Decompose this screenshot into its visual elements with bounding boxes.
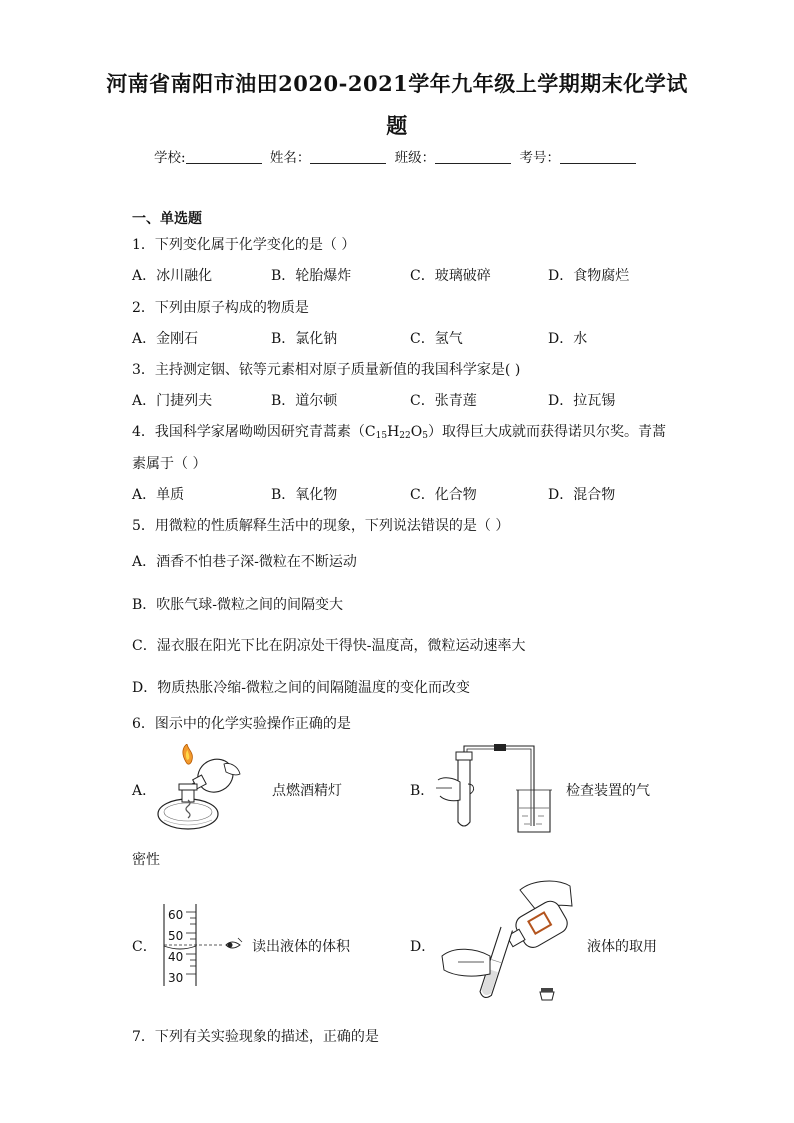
option-c-caption: 读出液体的体积 bbox=[252, 939, 350, 955]
option-b-caption-cont: 密性 bbox=[132, 852, 160, 868]
question-4-stem bbox=[132, 421, 666, 441]
question-6-stem: 6．图示中的化学实验操作正确的是 bbox=[132, 716, 351, 732]
exam-no-label: 考号： bbox=[519, 150, 560, 166]
option-d-caption: 液体的取用 bbox=[587, 939, 657, 955]
name-label: 姓名： bbox=[269, 150, 311, 166]
school-blank[interactable] bbox=[186, 149, 262, 164]
question-2-option-c[interactable]: C．氢气 bbox=[410, 331, 463, 347]
question-5-option-d[interactable]: D．物质热胀冷缩-微粒之间的间隔随温度的变化而改变 bbox=[132, 680, 470, 696]
q4-mid-2: O bbox=[410, 424, 423, 440]
question-5-option-b[interactable]: B．吹胀气球-微粒之间的间隔变大 bbox=[132, 597, 344, 613]
question-7-stem: 7．下列有关实验现象的描述，正确的是 bbox=[132, 1029, 379, 1045]
exam-no-blank[interactable] bbox=[560, 149, 636, 164]
question-2-option-d[interactable]: D．水 bbox=[548, 331, 588, 347]
option-b-caption: 检查装置的气 bbox=[566, 783, 650, 799]
question-3-option-b[interactable]: B．道尔顿 bbox=[271, 393, 338, 409]
question-2-option-b[interactable]: B．氯化钠 bbox=[271, 331, 338, 347]
reagent-bottle-test-tube-icon bbox=[436, 876, 576, 1008]
question-4-option-c[interactable]: C．化合物 bbox=[410, 487, 477, 503]
question-2-option-a[interactable]: A．金刚石 bbox=[132, 331, 199, 347]
exam-title-line2: 题 bbox=[386, 113, 408, 138]
question-6-option-c[interactable]: C． bbox=[132, 939, 157, 955]
name-blank[interactable] bbox=[310, 149, 386, 164]
question-4-option-d[interactable]: D．混合物 bbox=[548, 487, 616, 503]
question-3-option-c[interactable]: C．张青莲 bbox=[410, 393, 477, 409]
school-label: 学校: bbox=[154, 150, 186, 166]
tick-label-60: 60 bbox=[168, 908, 184, 922]
section-heading-single-choice: 一、单选题 bbox=[132, 211, 202, 227]
question-6-option-b[interactable]: B． bbox=[410, 783, 435, 799]
alcohol-lamp-figure bbox=[150, 744, 250, 832]
student-info-row bbox=[0, 146, 794, 166]
exam-title-line1: 河南省南阳市油田2020-2021学年九年级上学期期末化学试 bbox=[106, 71, 688, 96]
cylinder-tick-labels bbox=[168, 905, 183, 989]
question-4-option-a[interactable]: A．单质 bbox=[132, 487, 185, 503]
question-3-option-a[interactable]: A．门捷列夫 bbox=[132, 393, 213, 409]
option-a-caption: 点燃酒精灯 bbox=[272, 783, 342, 799]
class-blank[interactable] bbox=[435, 149, 511, 164]
question-1-option-b[interactable]: B．轮胎爆炸 bbox=[271, 268, 352, 284]
question-3-stem: 3．主持测定铟、铱等元素相对原子质量新值的我国科学家是( ) bbox=[132, 362, 521, 378]
tick-label-50: 50 bbox=[168, 929, 184, 943]
q4-mid-1: H bbox=[387, 424, 400, 440]
question-4-option-b[interactable]: B．氧化物 bbox=[271, 487, 338, 503]
q4-sub-2: 22 bbox=[399, 431, 411, 441]
test-tube-beaker-icon bbox=[432, 744, 560, 836]
q4-sub-3: 5 bbox=[422, 431, 428, 441]
alcohol-lamp-icon bbox=[150, 744, 250, 832]
q4-sub-1: 15 bbox=[375, 431, 388, 441]
question-1-option-a[interactable]: A．冰川融化 bbox=[132, 268, 213, 284]
question-1-option-d[interactable]: D．食物腐烂 bbox=[548, 268, 630, 284]
question-5-option-c[interactable]: C．湿衣服在阳光下比在阴凉处干得快-温度高，微粒运动速率大 bbox=[132, 638, 526, 654]
q4-stem-part-a: 4．我国科学家屠呦呦因研究青蒿素（C bbox=[132, 424, 376, 440]
question-1-stem: 1．下列变化属于化学变化的是（ ） bbox=[132, 237, 356, 253]
tick-label-40: 40 bbox=[168, 950, 184, 964]
question-5-stem: 5．用微粒的性质解释生活中的现象，下列说法错误的是（ ） bbox=[132, 518, 510, 534]
q4-stem-part-b: ）取得巨大成就而获得诺贝尔奖。青蒿 bbox=[427, 424, 666, 440]
liquid-pouring-figure bbox=[436, 876, 576, 1008]
question-3-option-d[interactable]: D．拉瓦锡 bbox=[548, 393, 616, 409]
question-4-stem-cont: 素属于（ ） bbox=[132, 456, 207, 472]
question-2-stem: 2．下列由原子构成的物质是 bbox=[132, 300, 309, 316]
tick-label-30: 30 bbox=[168, 971, 184, 985]
question-6-option-d[interactable]: D． bbox=[410, 939, 436, 955]
class-label: 班级： bbox=[394, 150, 436, 166]
airtightness-check-figure bbox=[432, 744, 560, 836]
question-6-option-a[interactable]: A． bbox=[132, 783, 157, 799]
question-1-option-c[interactable]: C．玻璃破碎 bbox=[410, 268, 491, 284]
question-5-option-a[interactable]: A．酒香不怕巷子深-微粒在不断运动 bbox=[132, 554, 357, 570]
